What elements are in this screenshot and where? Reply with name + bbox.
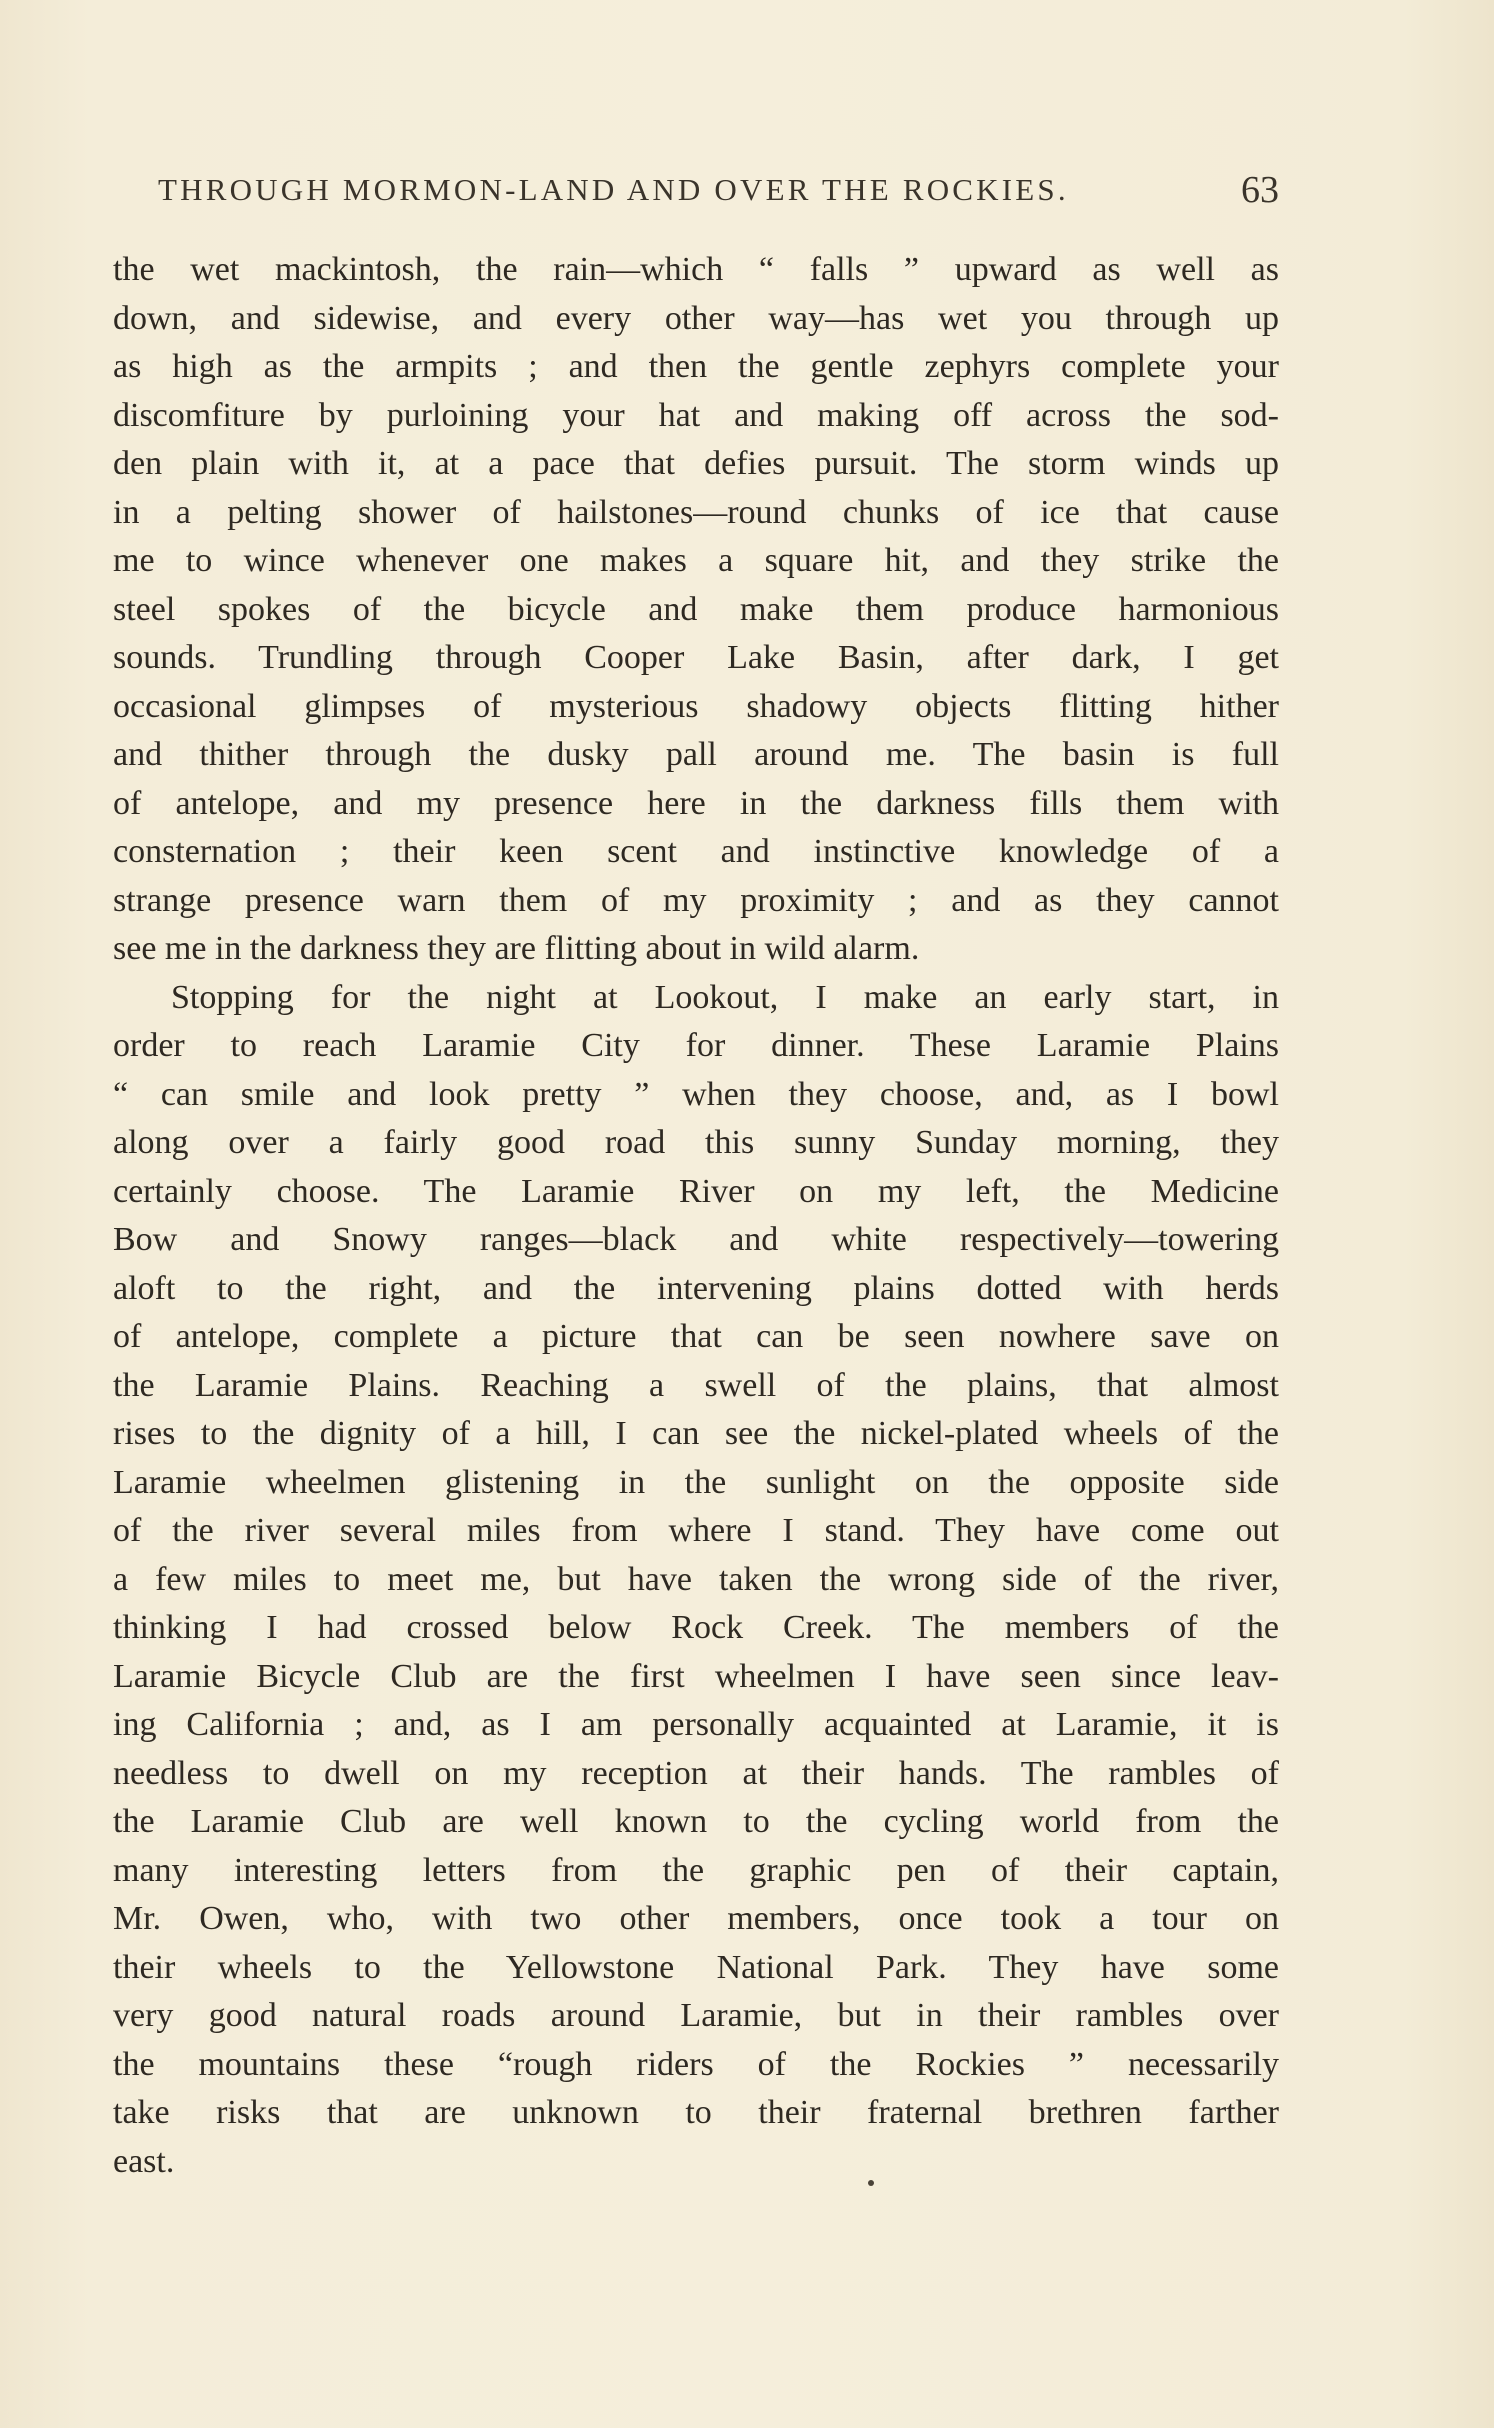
text-line: thinking I had crossed below Rock Creek. The members of the [113, 1609, 1279, 1646]
text-line: needless to dwell on my reception at their hands. The rambles of [113, 1754, 1279, 1792]
text-line: den plain with it, at a pace that defies pursuit. The storm winds up [113, 445, 1279, 482]
text-line: aloft to the right, and the intervening plains dotted with herds [113, 1269, 1279, 1307]
text-line: Mr. Owen, who, with two other members, once took a tour on [113, 1900, 1279, 1937]
text-line: Laramie Bicycle Club are the first wheelmen I have seen since leav- [113, 1657, 1279, 1695]
text-line: sounds. Trundling through Cooper Lake Basin, after dark, I get [113, 639, 1279, 676]
text-line: many interesting letters from the graphic pen of their captain, [113, 1851, 1279, 1889]
body-text [113, 246, 1279, 2186]
page-header [113, 168, 1279, 216]
text-line: discomfiture by purloining your hat and making off across the sod- [113, 396, 1279, 434]
text-line: Bow and Snowy ranges—black and white respectively—towering [113, 1221, 1279, 1258]
paragraph-2 [113, 974, 1279, 2187]
text-line: ing California ; and, as I am personally acquainted at Laramie, it is [113, 1706, 1279, 1743]
text-line: take risks that are unknown to their fraternal brethren farther [113, 2094, 1279, 2131]
paragraph-1 [113, 246, 1279, 974]
running-title: THROUGH MORMON-LAND AND OVER THE ROCKIES. [158, 172, 1069, 207]
text-line: strange presence warn them of my proximity ; and as they cannot [113, 881, 1279, 919]
text-line: see me in the darkness they are flitting about in wild alarm. [113, 930, 920, 967]
text-line: me to wince whenever one makes a square hit, and they strike the [113, 542, 1279, 579]
text-line: Laramie wheelmen glistening in the sunlight on the opposite side [113, 1463, 1279, 1501]
text-line: steel spokes of the bicycle and make them produce harmonious [113, 590, 1279, 628]
text-line: east. [113, 2142, 175, 2180]
text-line: Stopping for the night at Lookout, I make an early start, in [171, 978, 1279, 1016]
text-line: along over a fairly good road this sunny Sunday morning, they [113, 1124, 1279, 1161]
text-line: of the river several miles from where I stand. They have come out [113, 1512, 1279, 1549]
text-line: of antelope, complete a picture that can be seen nowhere save on [113, 1318, 1279, 1355]
text-line: certainly choose. The Laramie River on my left, the Medicine [113, 1172, 1279, 1210]
ink-speck [868, 2180, 874, 2186]
text-line: down, and sidewise, and every other way—has wet you through up [113, 299, 1279, 337]
text-line: and thither through the dusky pall around me. The basin is full [113, 736, 1279, 773]
text-line: of antelope, and my presence here in the darkness fills them with [113, 784, 1279, 822]
text-line: the Laramie Plains. Reaching a swell of the plains, that almost [113, 1366, 1279, 1404]
text-line: order to reach Laramie City for dinner. These Laramie Plains [113, 1027, 1279, 1064]
text-line: consternation ; their keen scent and instinctive knowledge of a [113, 833, 1279, 870]
text-line: as high as the armpits ; and then the gentle zephyrs complete your [113, 348, 1279, 385]
text-line: the mountains these “rough riders of the Rockies ” necessarily [113, 2045, 1279, 2083]
text-line: very good natural roads around Laramie, but in their rambles over [113, 1997, 1279, 2034]
text-line: in a pelting shower of hailstones—round chunks of ice that cause [113, 493, 1279, 531]
text-line: occasional glimpses of mysterious shadowy objects flitting hither [113, 687, 1279, 725]
text-line: their wheels to the Yellowstone National Park. They have some [113, 1948, 1279, 1986]
page-number: 63 [1241, 169, 1279, 211]
text-line: “ can smile and look pretty ” when they choose, and, as I bowl [113, 1075, 1279, 1113]
text-line: the Laramie Club are well known to the cycling world from the [113, 1803, 1279, 1840]
text-line: a few miles to meet me, but have taken the wrong side of the river, [113, 1560, 1279, 1598]
text-line: the wet mackintosh, the rain—which “ falls ” upward as well as [113, 251, 1279, 288]
text-line: rises to the dignity of a hill, I can see the nickel-plated wheels of the [113, 1415, 1279, 1452]
